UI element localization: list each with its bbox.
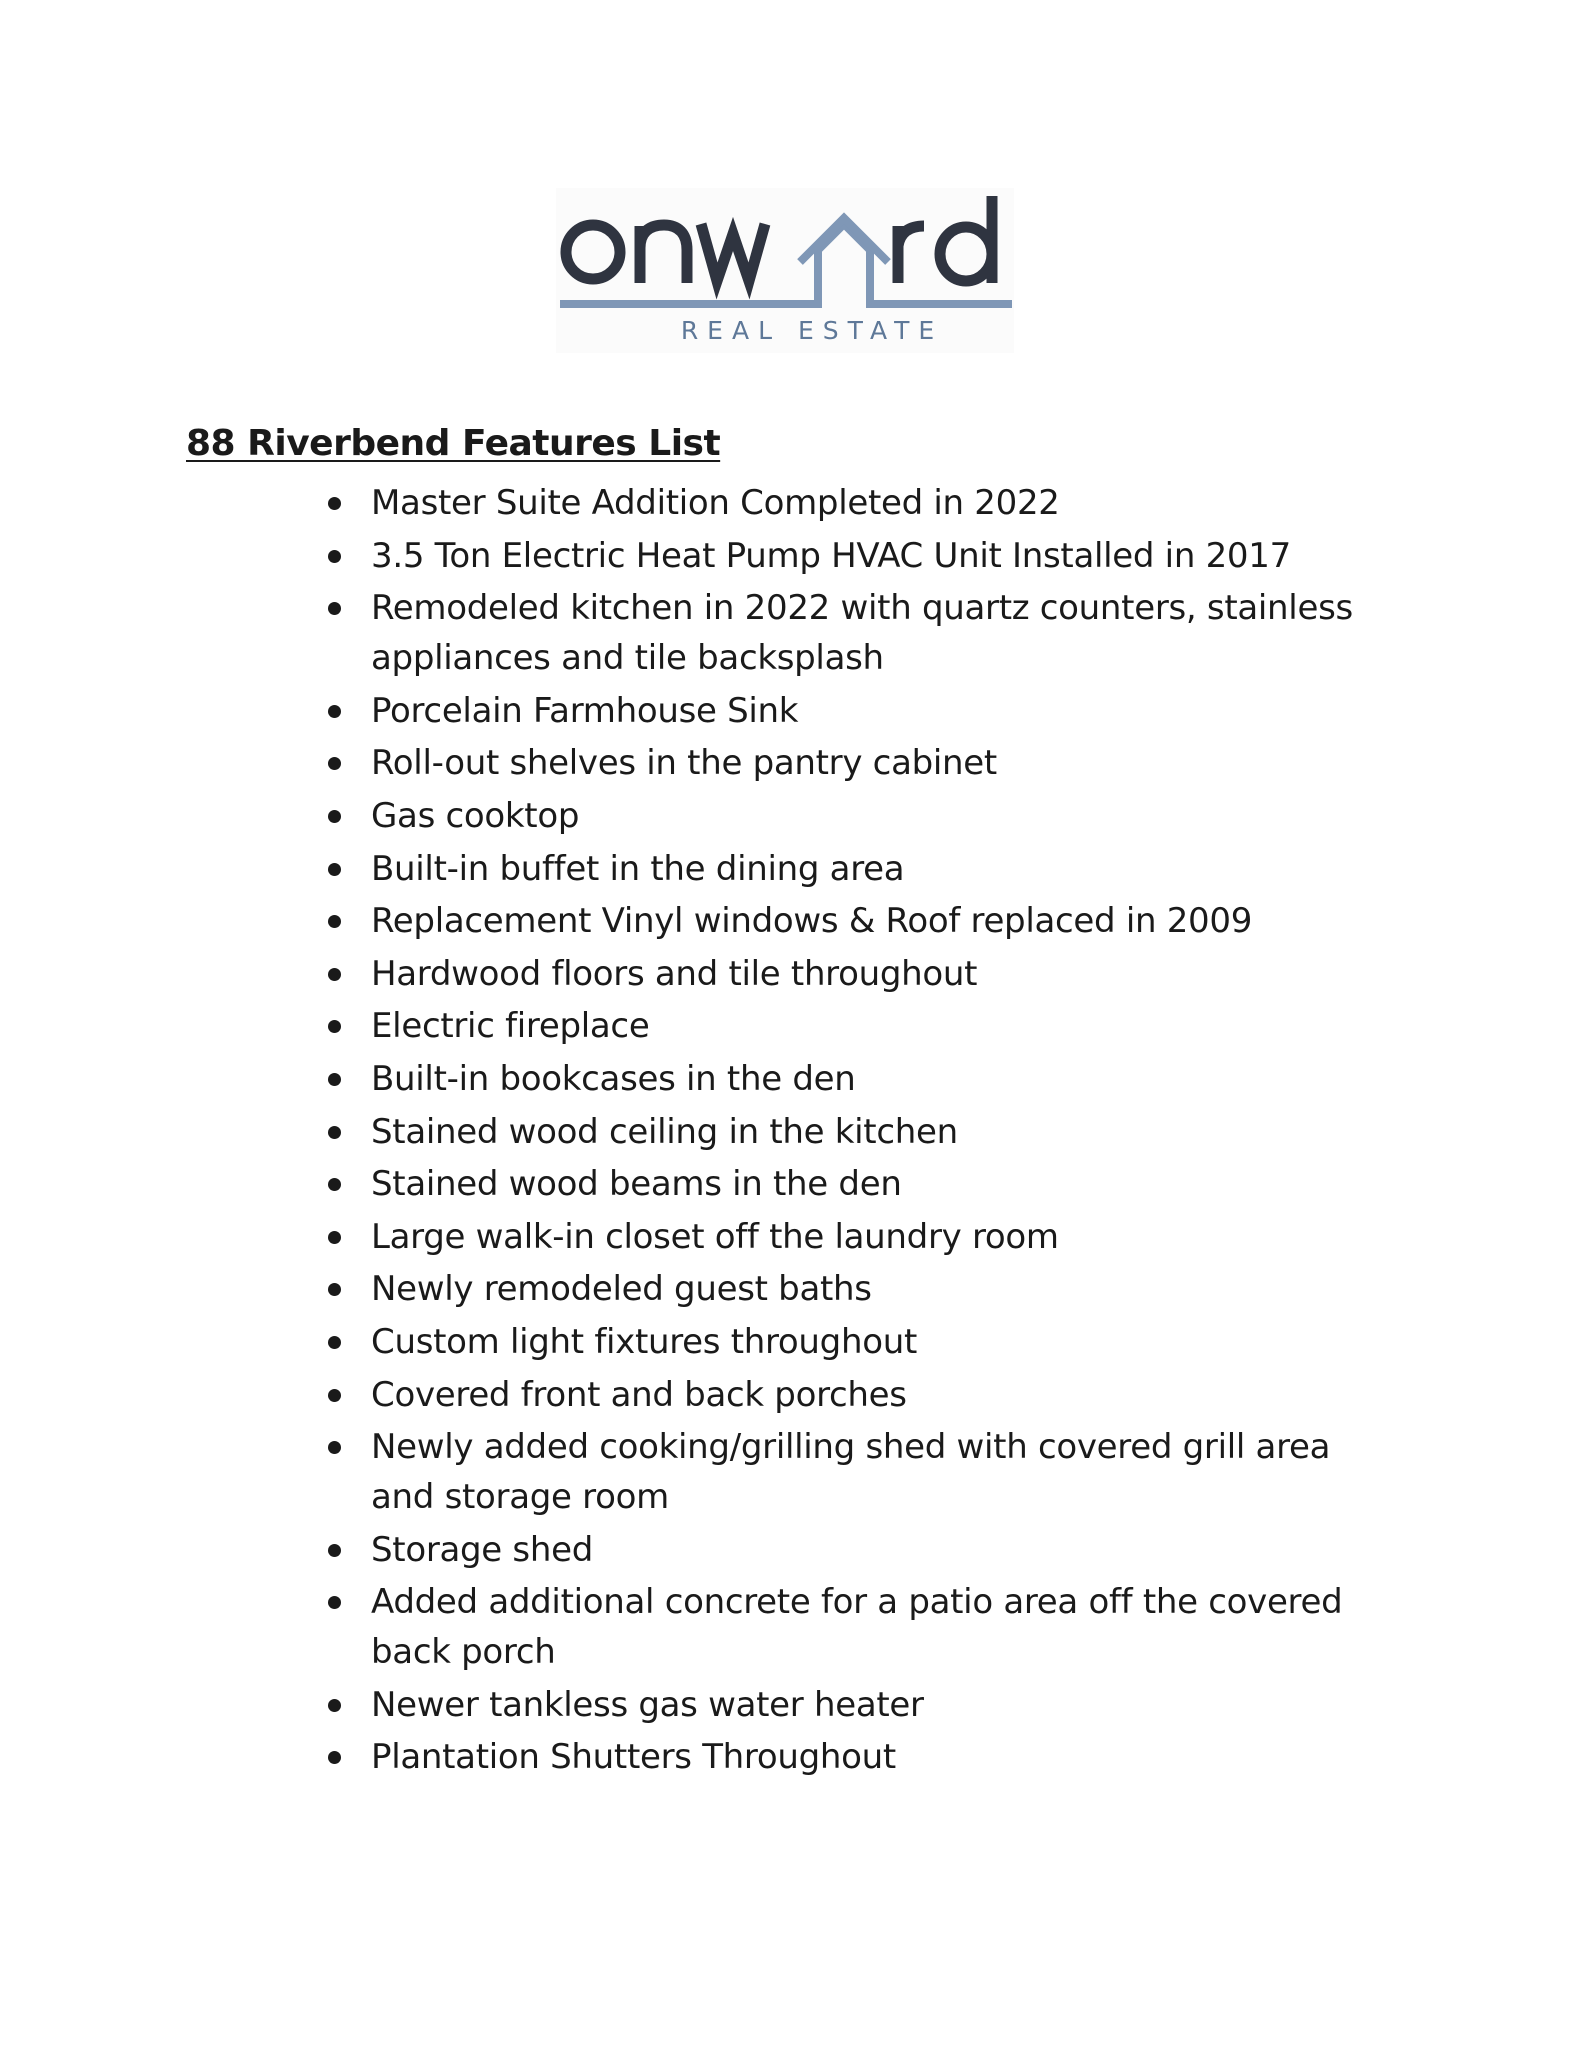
bullet-icon (328, 1699, 341, 1712)
list-item (330, 896, 1380, 946)
bullet-icon (328, 915, 341, 928)
bullet-icon (328, 602, 341, 615)
bullet-icon (328, 810, 341, 823)
list-item (330, 1732, 1380, 1782)
feature-text: Newly remodeled guest baths (371, 1269, 872, 1310)
bullet-icon (328, 1073, 341, 1086)
feature-text: Storage shed (371, 1529, 593, 1570)
feature-text: Stained wood beams in the den (371, 1164, 902, 1205)
bullet-icon (328, 1441, 341, 1454)
list-item (330, 686, 1380, 736)
feature-text: Added additional concrete for a patio area off the covered back porch (371, 1582, 1343, 1673)
bullet-icon (328, 1178, 341, 1191)
feature-text: Large walk-in closet off the laundry room (371, 1216, 1059, 1257)
bullet-icon (328, 1336, 341, 1349)
feature-text: Master Suite Addition Completed in 2022 (371, 483, 1060, 523)
feature-text: Custom light fixtures throughout (371, 1321, 917, 1362)
bullet-icon (328, 968, 341, 981)
list-item (330, 791, 1380, 841)
list-item (330, 738, 1380, 788)
feature-text: Gas cooktop (371, 795, 580, 836)
feature-text: Stained wood ceiling in the kitchen (371, 1111, 958, 1152)
feature-text: Newly added cooking/grilling shed with covered grill area and storage room (371, 1427, 1331, 1518)
list-item (330, 1107, 1380, 1157)
list-item (330, 1317, 1380, 1367)
feature-text: Porcelain Farmhouse Sink (371, 690, 799, 731)
list-item (330, 478, 1380, 528)
features-list (330, 478, 1380, 1785)
feature-text: Newer tankless gas water heater (371, 1684, 924, 1725)
list-item (330, 1370, 1380, 1420)
bullet-icon (328, 1544, 341, 1557)
list-item (330, 1680, 1380, 1730)
list-item (330, 1001, 1380, 1051)
bullet-icon (328, 863, 341, 876)
onward-logo (556, 188, 1014, 353)
bullet-icon (328, 1126, 341, 1139)
bullet-icon (328, 497, 341, 510)
feature-text: Built-in buffet in the dining area (371, 848, 905, 889)
list-item (330, 1577, 1380, 1677)
list-item (330, 844, 1380, 894)
bullet-icon (328, 550, 341, 563)
list-item (330, 1212, 1380, 1262)
feature-text: Replacement Vinyl windows & Roof replaced in 2009 (371, 901, 1253, 942)
feature-text: Built-in bookcases in the den (371, 1058, 856, 1099)
bullet-icon (328, 1020, 341, 1033)
list-item (330, 583, 1380, 683)
bullet-icon (328, 705, 341, 718)
bullet-icon (328, 1751, 341, 1764)
bullet-icon (328, 1596, 341, 1609)
features-list-title: 88 Riverbend Features List (186, 423, 721, 464)
feature-text: Roll-out shelves in the pantry cabinet (371, 743, 997, 784)
bullet-icon (328, 757, 341, 770)
list-item (330, 531, 1380, 581)
feature-text: Hardwood floors and tile throughout (371, 953, 978, 994)
feature-text: Remodeled kitchen in 2022 with quartz counters, stainless appliances and tile backsplash (371, 588, 1353, 679)
feature-text: 3.5 Ton Electric Heat Pump HVAC Unit Installed in 2017 (371, 535, 1291, 576)
bullet-icon (328, 1389, 341, 1402)
list-item (330, 949, 1380, 999)
feature-text: Electric fireplace (371, 1006, 650, 1047)
feature-text: Covered front and back porches (371, 1374, 907, 1415)
list-item (330, 1054, 1380, 1104)
list-item (330, 1264, 1380, 1314)
logo-subtitle: REAL ESTATE (680, 316, 944, 345)
list-item (330, 1159, 1380, 1209)
list-item (330, 1525, 1380, 1575)
list-item (330, 1422, 1380, 1522)
feature-text: Plantation Shutters Throughout (371, 1737, 896, 1778)
bullet-icon (328, 1231, 341, 1244)
bullet-icon (328, 1283, 341, 1296)
